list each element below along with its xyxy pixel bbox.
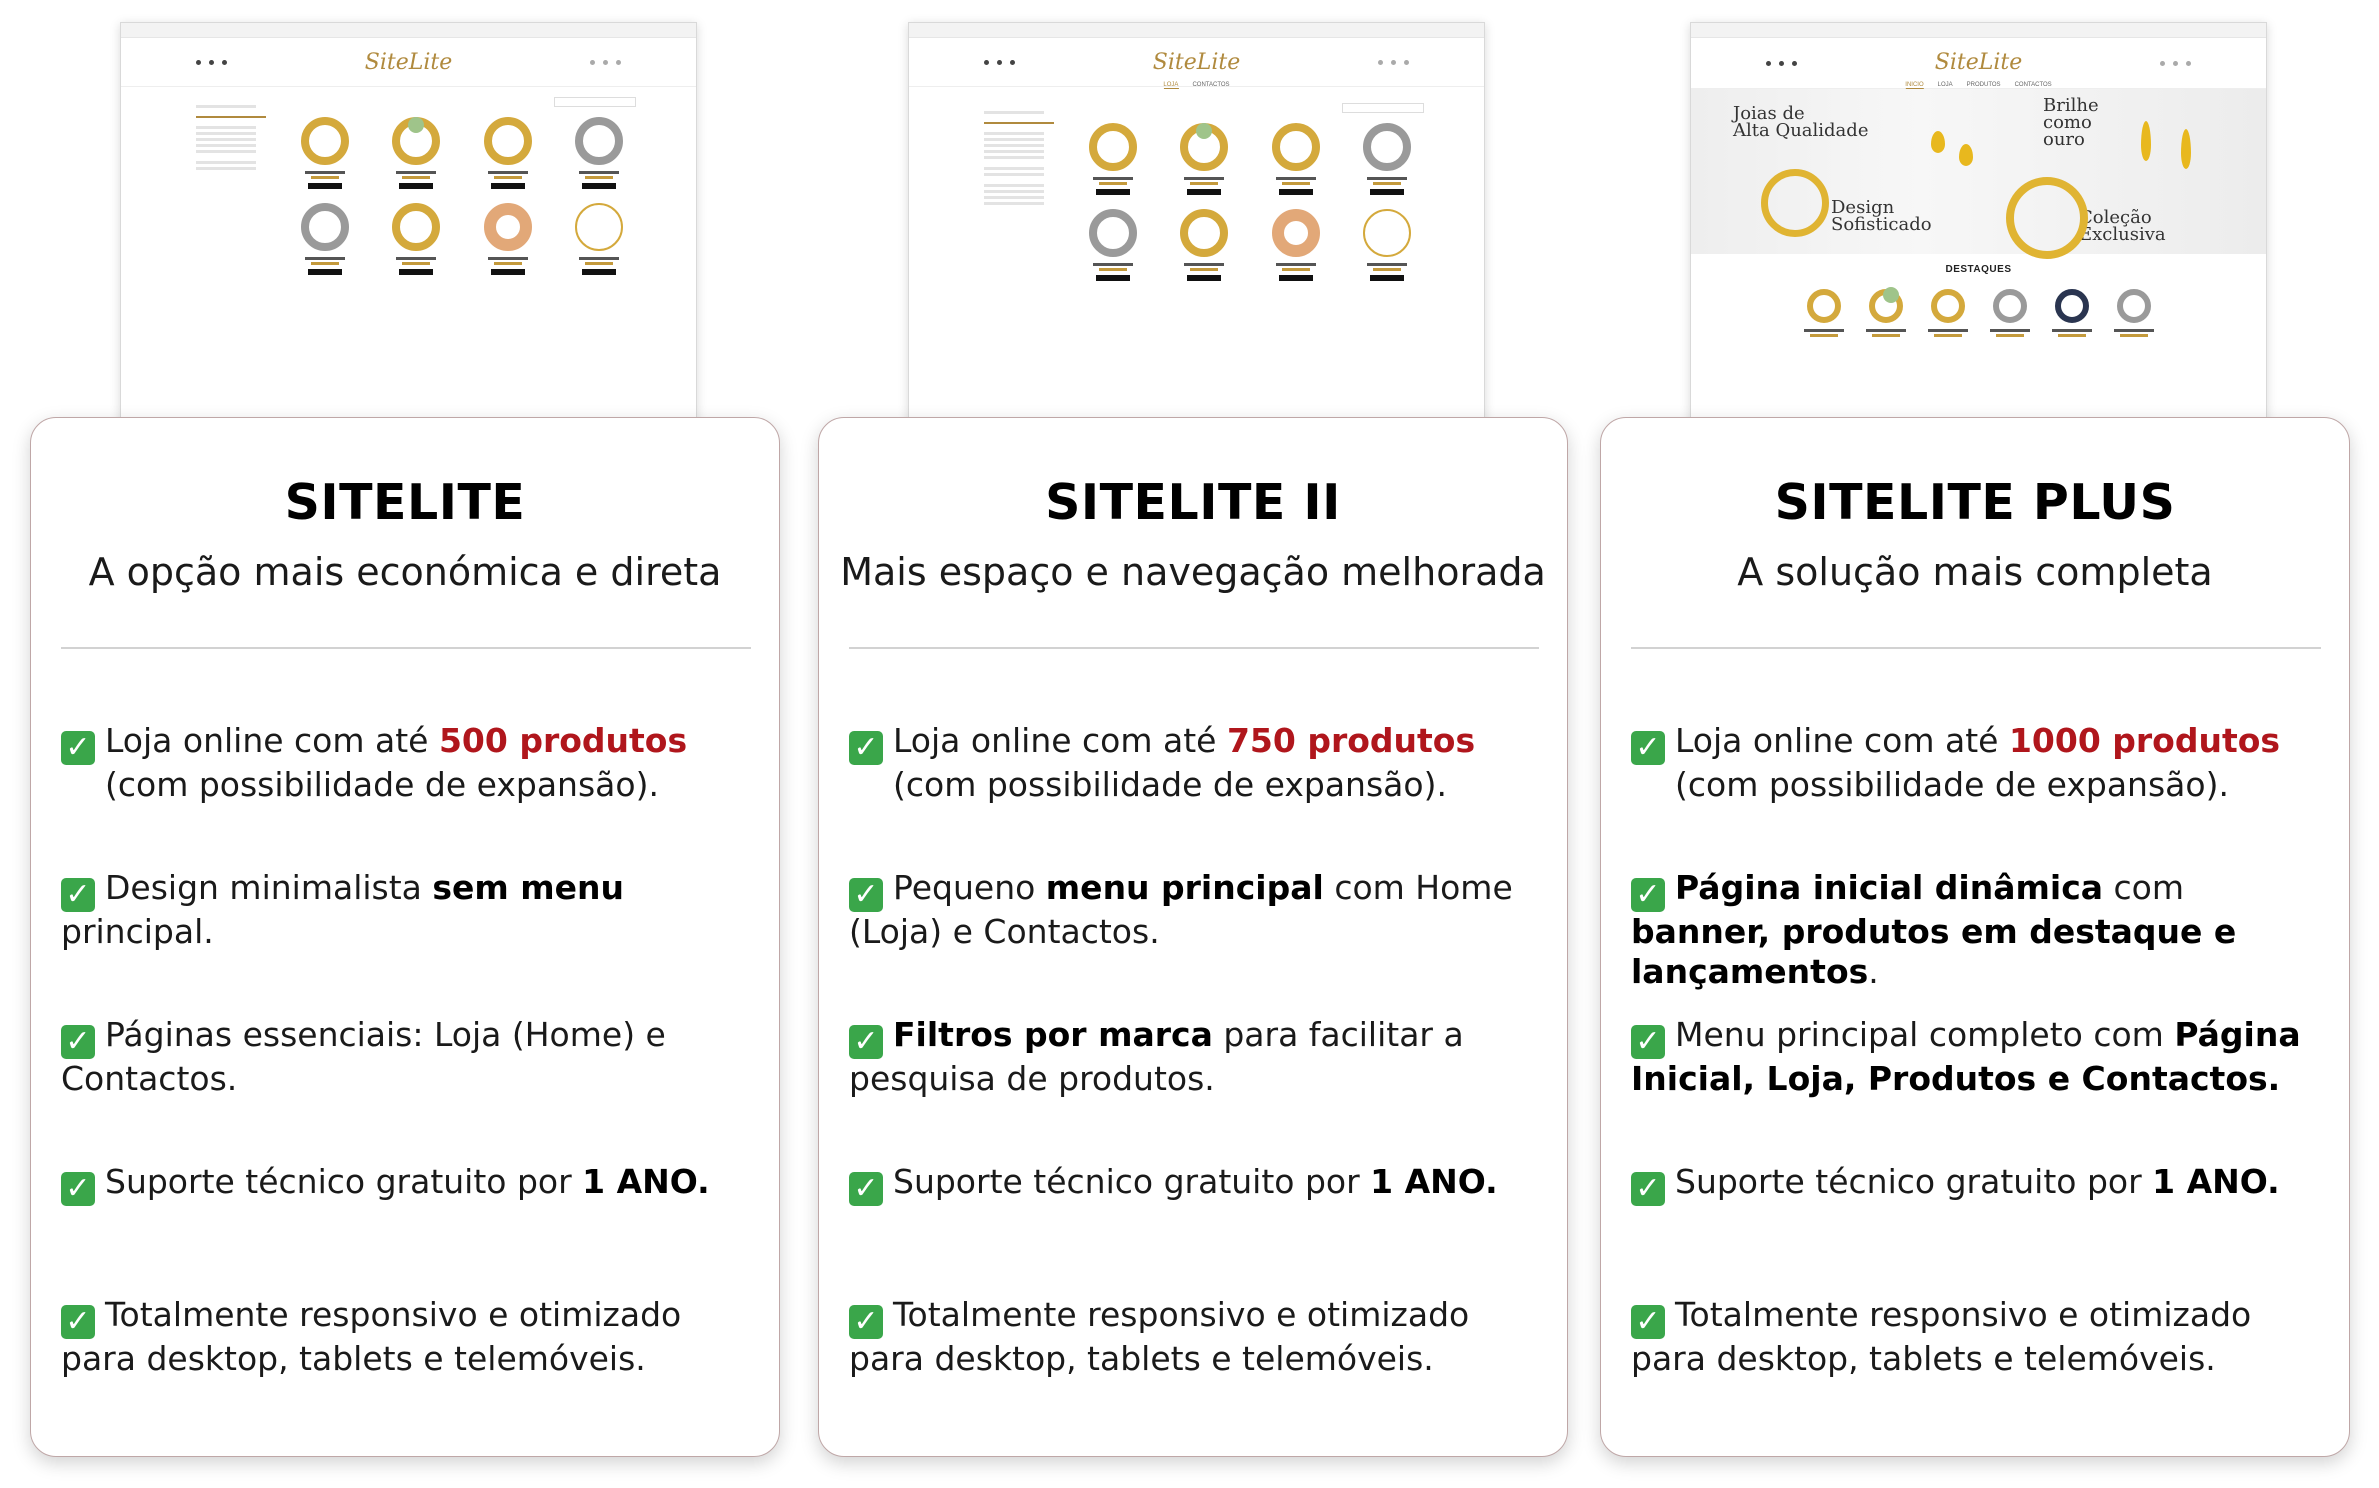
check-icon: ✓ (1631, 1172, 1665, 1206)
check-icon: ✓ (61, 1305, 95, 1339)
check-icon: ✓ (1631, 1025, 1665, 1059)
plan-card-sitelite (30, 417, 780, 1457)
preview-topbar (1691, 23, 2266, 38)
ring-image (2006, 177, 2088, 259)
feature-responsive: ✓ Totalmente responsivo e otimizado para desktop, tablets e telemóveis. (1631, 1295, 2252, 1378)
plan-subtitle: A opção mais económica e direta (88, 550, 722, 594)
feature-support: ✓ Suporte técnico gratuito por 1 ANO. (1631, 1162, 2331, 1206)
feature-filters: ✓ Filtros por marca para facilitar a pesquisa de produtos. (849, 1015, 1464, 1098)
plan-title: SITELITE II (1045, 474, 1341, 531)
feature-products: ✓ Loja online com até 1000 produtos (com possibilidade de expansão). (1631, 721, 2331, 805)
plan-title: SITELITE PLUS (1774, 474, 2176, 531)
divider (849, 647, 1539, 649)
divider (61, 647, 751, 649)
earring-image (2181, 129, 2191, 169)
preview-sidebar (196, 97, 288, 275)
preview-topbar (909, 23, 1484, 38)
check-icon: ✓ (849, 731, 883, 765)
feature-homepage: ✓ Página inicial dinâmica com banner, produtos em destaque e lançamentos. (1631, 868, 2237, 991)
preview-banner: Joias de Alta Qualidade Brilhe como ouro Design Sofisticado Coleção Exclusiva (1691, 89, 2266, 254)
feature-support: ✓ Suporte técnico gratuito por 1 ANO. (61, 1162, 761, 1206)
plan-subtitle: A solução mais completa (1737, 550, 2213, 594)
preview-featured: DESTAQUES (1691, 254, 2266, 339)
preview-logo: SiteLite (364, 50, 453, 75)
check-icon: ✓ (61, 1025, 95, 1059)
feature-responsive: ✓ Totalmente responsivo e otimizado para desktop, tablets e telemóveis. (61, 1295, 682, 1378)
check-icon: ✓ (61, 878, 95, 912)
check-icon: ✓ (61, 731, 95, 765)
feature-responsive: ✓ Totalmente responsivo e otimizado para desktop, tablets e telemóveis. (849, 1295, 1470, 1378)
divider (1631, 647, 2321, 649)
check-icon: ✓ (61, 1172, 95, 1206)
website-preview-sitelite-ii (908, 22, 1485, 424)
feature-menu: ✓ Pequeno menu principal com Home (Loja) e Contactos. (849, 868, 1513, 951)
earring-image (2141, 121, 2151, 161)
feature-menu: ✓ Menu principal completo com Página Inicial, Loja, Produtos e Contactos. (1631, 1015, 2301, 1098)
check-icon: ✓ (1631, 731, 1665, 765)
preview-logo: SiteLite (1934, 50, 2023, 75)
plan-column-sitelite-plus (1600, 0, 2350, 1470)
preview-topbar (121, 23, 696, 38)
plan-card-sitelite-ii (818, 417, 1568, 1457)
plan-column-sitelite (30, 0, 780, 1470)
check-icon: ✓ (1631, 878, 1665, 912)
check-icon: ✓ (849, 1025, 883, 1059)
plan-subtitle: Mais espaço e navegação melhorada (840, 550, 1546, 594)
website-preview-sitelite (120, 22, 697, 424)
feature-pages: ✓ Páginas essenciais: Loja (Home) e Contactos. (61, 1015, 666, 1098)
feature-products: ✓ Loja online com até 500 produtos (com possibilidade de expansão). (61, 721, 761, 805)
feature-products: ✓ Loja online com até 750 produtos (com possibilidade de expansão). (849, 721, 1549, 805)
preview-header (1691, 38, 2266, 89)
website-preview-sitelite-plus (1690, 22, 2267, 424)
check-icon: ✓ (1631, 1305, 1665, 1339)
feature-support: ✓ Suporte técnico gratuito por 1 ANO. (849, 1162, 1549, 1206)
plan-card-sitelite-plus (1600, 417, 2350, 1457)
check-icon: ✓ (849, 1172, 883, 1206)
preview-logo: SiteLite (1152, 50, 1241, 75)
preview-header (121, 38, 696, 87)
plan-column-sitelite-ii (818, 0, 1568, 1470)
feature-design: ✓ Design minimalista sem menu principal. (61, 868, 625, 951)
check-icon: ✓ (849, 878, 883, 912)
earring-image (1959, 144, 1973, 166)
preview-nav: LOJA CONTACTOS (1163, 82, 1230, 88)
preview-header (909, 38, 1484, 87)
preview-sidebar (984, 103, 1076, 281)
check-icon: ✓ (849, 1305, 883, 1339)
ring-image (1761, 169, 1829, 237)
plan-title: SITELITE (284, 474, 526, 531)
preview-product-grid (288, 117, 636, 275)
preview-nav: INICIO LOJA PRODUTOS CONTACTOS (1905, 82, 2052, 88)
preview-product-grid (1076, 123, 1424, 281)
earring-image (1931, 131, 1945, 153)
